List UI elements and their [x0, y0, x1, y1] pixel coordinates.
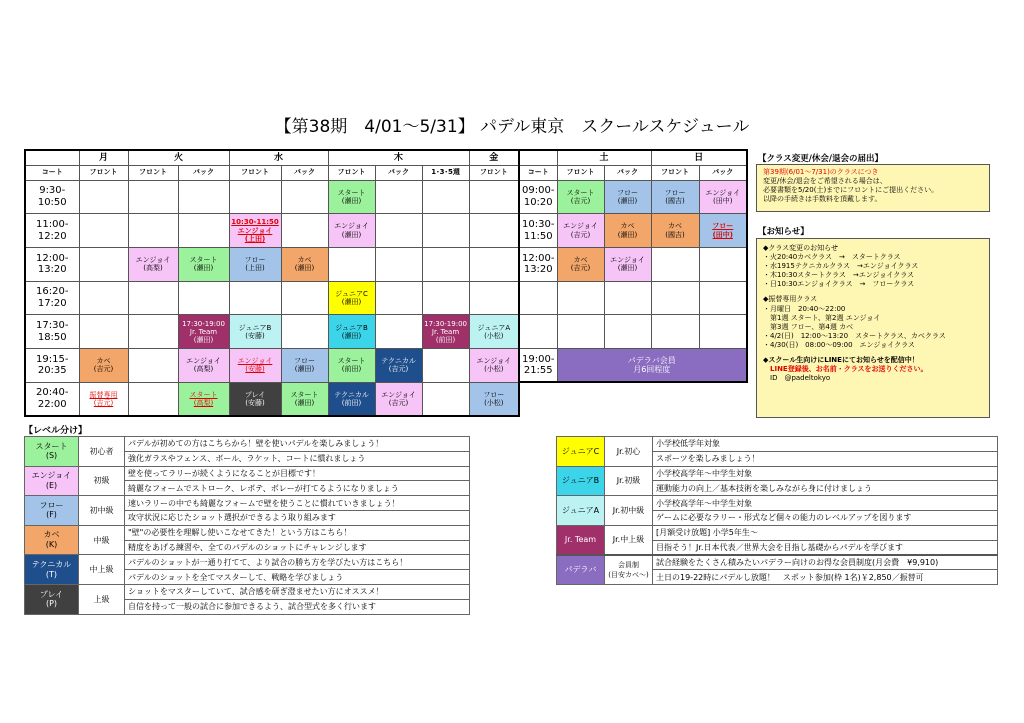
day-sun: 日	[651, 150, 747, 165]
class-cell[interactable]: ジュニアB (安藤)	[229, 315, 281, 349]
court-header-spacer	[519, 150, 557, 165]
notice-change-line: 以降の手続きは手数料を頂戴します。	[763, 195, 882, 204]
sub-sun-front: フロント	[651, 165, 699, 180]
level-swatch: ジュニアB	[557, 466, 605, 496]
notice-change-box	[756, 164, 990, 212]
day-fri: 金	[469, 150, 519, 165]
class-cell[interactable]: カベ (吉元)	[557, 247, 604, 281]
level-swatch: プレイ (P)	[25, 584, 79, 614]
level-name: Jr.初級	[605, 466, 653, 496]
class-cell[interactable]: プレイ (安藤)	[229, 382, 281, 416]
class-cell[interactable]: スタート (吉元)	[557, 180, 604, 214]
day-sat: 土	[557, 150, 651, 165]
level-swatch: カベ (K)	[25, 525, 79, 555]
level-swatch: ジュニアA	[557, 496, 605, 526]
level-desc: 小学校高学年～中学生対象	[653, 496, 998, 511]
sub-thu-back: バック	[375, 165, 422, 180]
time-slot: 11:00- 12:20	[25, 214, 79, 248]
class-cell[interactable]: フロー (小松)	[469, 382, 519, 416]
level-desc: 運動能力の向上／基本技術を楽しみながら身に付けましょう	[653, 481, 998, 496]
level-name: Jr.中上級	[605, 525, 653, 555]
level-name: 上級	[79, 584, 125, 614]
court-header-spacer	[25, 150, 79, 165]
day-thu: 木	[328, 150, 469, 165]
level-desc: 強化ガラスやフェンス、ボール、ラケット、コートに慣れましょう	[125, 451, 470, 466]
class-cell[interactable]: エンジョイ (高梨)	[128, 247, 178, 281]
class-cell[interactable]: 10:30-11:50 エンジョイ (上田)	[229, 214, 281, 248]
level-desc: 小学校高学年～中学生対象	[653, 466, 998, 481]
sub-tue-back: バック	[178, 165, 229, 180]
level-swatch: Jr. Team	[557, 525, 605, 555]
day-mon: 月	[79, 150, 128, 165]
level-name: 初心者	[79, 437, 125, 467]
notice-line: 第3週 フロー、第4週 カベ	[763, 322, 854, 331]
notice-line: 第1週 スタート、第2週 エンジョイ	[763, 313, 881, 322]
level-swatch: エンジョイ (E)	[25, 466, 79, 496]
junior-table	[556, 436, 998, 585]
level-name: 中上級	[79, 555, 125, 585]
class-cell[interactable]: エンジョイ (安藤)	[229, 348, 281, 382]
level-swatch: ジュニアC	[557, 437, 605, 467]
notice-line: ・月曜日 20:40～22:00	[763, 304, 846, 313]
notice-line: LINE登録後、お名前・クラスをお送りください。	[763, 365, 928, 374]
padelover-member-cell[interactable]: パデラバ会員 月6回程度	[557, 348, 747, 382]
notice-line: ・日10:30エンジョイクラス → フロークラス	[763, 280, 915, 289]
sub-sun-back: バック	[699, 165, 747, 180]
sub-fri-front: フロント	[469, 165, 519, 180]
day-wed: 水	[229, 150, 328, 165]
level-name: Jr.初中級	[605, 496, 653, 526]
level-desc: 目指そう！Jr.日本代表／世界大会を目指し基礎からパデルを学びます	[653, 540, 998, 555]
class-cell[interactable]: カベ (瀬田)	[281, 247, 328, 281]
level-desc: 自信を持って一般の試合に参加できるよう、試合型式を多く行います	[125, 599, 470, 614]
sub-thu-front: フロント	[328, 165, 375, 180]
level-desc: 攻守状況に応じたショット選択ができるよう取り組みます	[125, 510, 470, 525]
weekend-schedule	[518, 149, 748, 383]
notice-info-heading: 【お知らせ】	[758, 227, 809, 237]
page-title: 【第38期 4/01～5/31】 パデル東京 スクールスケジュール	[274, 117, 750, 137]
level-name: Jr.初心	[605, 437, 653, 467]
class-cell[interactable]: エンジョイ (瀬田)	[328, 214, 375, 248]
class-cell[interactable]: エンジョイ (吉元)	[375, 382, 422, 416]
time-slot: 12:00- 13:20	[25, 247, 79, 281]
sub-tue-front: フロント	[128, 165, 178, 180]
court-label: コート	[519, 165, 557, 180]
notice-info-box	[756, 238, 990, 418]
level-swatch: パデラバ	[557, 555, 605, 585]
class-cell[interactable]: カベ (國吉)	[651, 214, 699, 248]
level-swatch: フロー (F)	[25, 496, 79, 526]
class-cell[interactable]: ジュニアA (小松)	[469, 315, 519, 349]
class-cell[interactable]: スタート (瀬田)	[328, 180, 375, 214]
notice-line: ・4/2(日) 12:00～13:20 スタートクラス、カベクラス	[763, 331, 946, 340]
level-name: 初級	[79, 466, 125, 496]
class-cell[interactable]: エンジョイ (高梨)	[178, 348, 229, 382]
time-slot: 19:00- 21:55	[519, 348, 557, 382]
weekday-schedule	[24, 149, 520, 417]
sub-mon-front: フロント	[79, 165, 128, 180]
level-name: 中級	[79, 525, 125, 555]
notice-line: ・4/30(日) 08:00～09:00 エンジョイクラス	[763, 340, 915, 349]
time-slot: 9:30- 10:50	[25, 180, 79, 214]
level-name: 初中級	[79, 496, 125, 526]
class-cell[interactable]: スタート (瀬田)	[178, 247, 229, 281]
class-cell[interactable]: カベ (瀬田)	[604, 214, 651, 248]
class-cell[interactable]: フロー (國吉)	[651, 180, 699, 214]
level-desc: 精度をあげる練習や、全てのパデルのショットにチャレンジします	[125, 540, 470, 555]
notice-line: ID @padeltokyo	[763, 374, 831, 383]
time-slot: 17:30- 18:50	[25, 315, 79, 349]
level-desc: 小学校低学年対象	[653, 437, 998, 452]
class-cell[interactable]: エンジョイ (吉元)	[557, 214, 604, 248]
class-cell[interactable]: スタート (高梨)	[178, 382, 229, 416]
level-heading: 【レベル分け】	[24, 426, 88, 436]
level-desc: パデルが初めての方はこちらから！壁を使いパデルを楽しみましょう！	[125, 437, 470, 452]
class-cell[interactable]: ジュニアC (瀬田)	[328, 281, 375, 315]
class-cell[interactable]: フロー (田中)	[699, 214, 747, 248]
notice-line: ・火20:40カベクラス → スタートクラス	[763, 253, 901, 262]
notice-line: ◆振替専用クラス	[763, 295, 818, 304]
level-desc: スポーツを楽しみましょう！	[653, 451, 998, 466]
class-cell[interactable]: 振替専用 (吉元)	[79, 382, 128, 416]
class-cell[interactable]: フロー (上田)	[229, 247, 281, 281]
class-cell[interactable]: カベ (吉元)	[79, 348, 128, 382]
level-desc: 速いラリーの中でも綺麗なフォームで壁を使うことに慣れていきましょう！	[125, 496, 470, 511]
time-slot: 09:00- 10:20	[519, 180, 557, 214]
time-slot: 16:20- 17:20	[25, 281, 79, 315]
time-slot: 12:00- 13:20	[519, 247, 557, 281]
notice-line: ◆クラス変更のお知らせ	[763, 244, 838, 252]
class-cell[interactable]: スタート (前田)	[328, 348, 375, 382]
level-swatch: スタート (S)	[25, 437, 79, 467]
notice-change-line: 変更/休会/退会をご希望される場合は、	[763, 177, 887, 186]
class-cell[interactable]: エンジョイ (瀬田)	[604, 247, 651, 281]
level-desc: 試合経験をたくさん積みたいパデラー向けのお得な会員制度(月会費 ¥9,910)	[653, 555, 998, 570]
level-desc: ショットをマスターしていて、試合感を研ぎ澄ませたい方にオススメ！	[125, 584, 470, 599]
level-desc: 壁を使ってラリーが続くようになることが目標です！	[125, 466, 470, 481]
court-label: コート	[25, 165, 79, 180]
sub-wed-front: フロント	[229, 165, 281, 180]
notice-line: ・水1915テクニカルクラス →エンジョイクラス	[763, 262, 919, 271]
class-cell[interactable]: エンジョイ (田中)	[699, 180, 747, 214]
notice-line: ◆スクール生向けにLINEにてお知らせを配信中！	[763, 356, 919, 365]
sub-thu-135: 1･3･5週	[422, 165, 469, 180]
level-desc: "壁"の必要性を理解し使いこなせてきた！という方はこちら！	[125, 525, 470, 540]
sub-wed-back: バック	[281, 165, 328, 180]
level-desc: 綺麗なフォームでストローク、レボテ、ボレーが打てるようになりましょう	[125, 481, 470, 496]
notice-line: ・木10:30スタートクラス →エンジョイクラス	[763, 271, 915, 280]
level-desc: ゲームに必要なラリー・形式など個々の能力のレベルアップを図ります	[653, 510, 998, 525]
time-slot: 10:30- 11:50	[519, 214, 557, 248]
class-cell[interactable]: スタート (瀬田)	[281, 382, 328, 416]
class-cell[interactable]: フロー (瀬田)	[604, 180, 651, 214]
level-desc: [月額受け放題] 小学5年生～	[653, 525, 998, 540]
day-tue: 火	[128, 150, 229, 165]
sub-sat-back: バック	[604, 165, 651, 180]
class-cell[interactable]: 17:30-19:00 Jr. Team (瀬田)	[178, 315, 229, 349]
class-cell[interactable]: フロー (瀬田)	[281, 348, 328, 382]
level-table	[24, 436, 470, 615]
level-name: 会員制 (目安カベ～)	[605, 555, 653, 585]
notice-change-line: 必要書類を5/20(土)までにフロントにご提出ください。	[763, 186, 939, 195]
notice-change-heading: 【クラス変更/休会/退会の届出】	[758, 154, 883, 164]
class-cell[interactable]: テクニカル (吉元)	[375, 348, 422, 382]
class-cell[interactable]: ジュニアB (瀬田)	[328, 315, 375, 349]
time-slot: 20:40- 22:00	[25, 382, 79, 416]
class-cell[interactable]: 17:30-19:00 Jr. Team (前田)	[422, 315, 469, 349]
sub-sat-front: フロント	[557, 165, 604, 180]
time-slot: 19:15- 20:35	[25, 348, 79, 382]
class-cell[interactable]: エンジョイ (小松)	[469, 348, 519, 382]
level-desc: パデルのショットを全てマスターして、戦略を学びましょう	[125, 570, 470, 585]
level-swatch: テクニカル (T)	[25, 555, 79, 585]
level-desc: パデルのショットが一通り打てて、より試合の勝ち方を学びたい方はこちら！	[125, 555, 470, 570]
level-desc: 土日の19-22時にパデルし放題！ スポット参加(枠 1名)￥2,850／振替可	[653, 570, 998, 585]
notice-change-line: 第39期(6/01～7/31)のクラスにつき	[763, 168, 879, 176]
class-cell[interactable]: テクニカル (前田)	[328, 382, 375, 416]
